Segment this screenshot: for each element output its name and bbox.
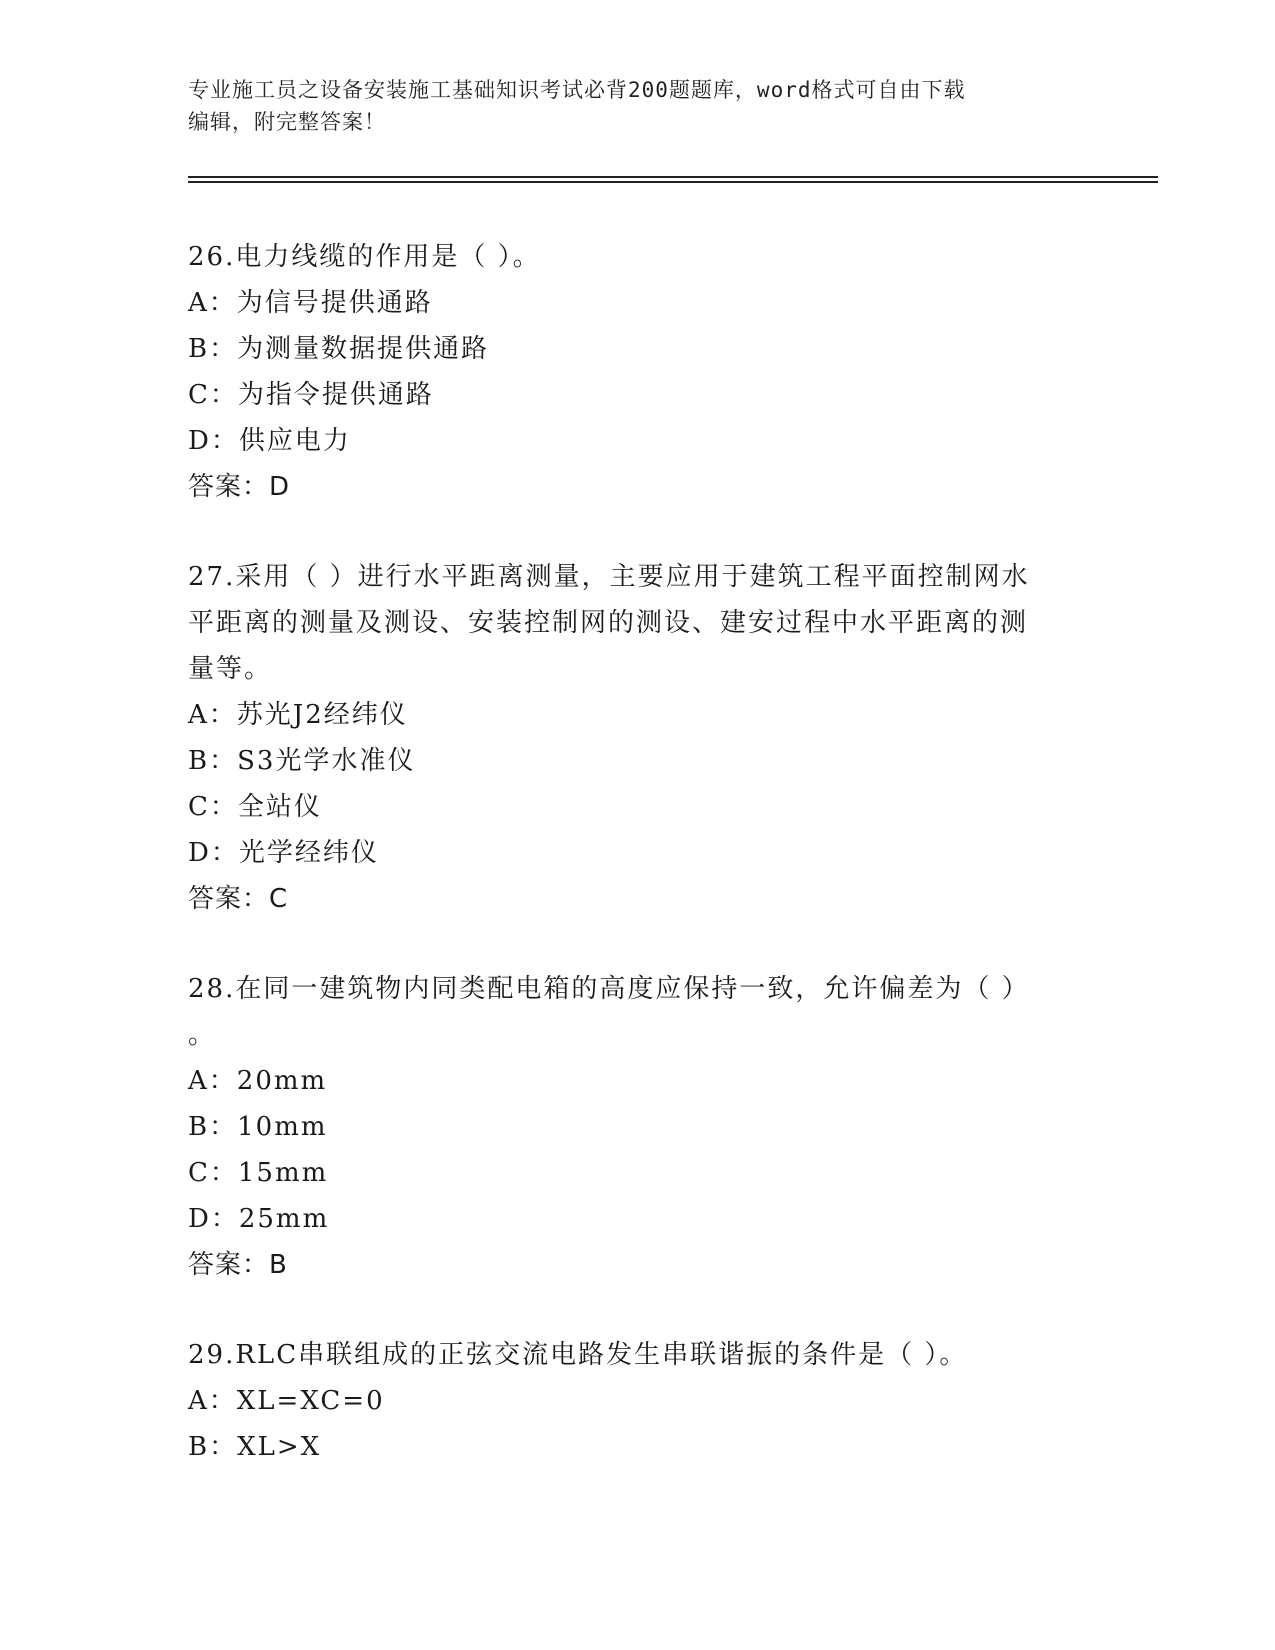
question-text-continued: 平距离的测量及测设、安装控制网的测设、建安过程中水平距离的测 xyxy=(188,608,1029,638)
header-divider-top xyxy=(188,176,1158,178)
question-27 xyxy=(188,554,1068,922)
question-list xyxy=(188,234,1068,1514)
question-text: 26.电力线缆的作用是（ ）。 xyxy=(188,242,541,272)
question-text: 29.RLC串联组成的正弦交流电路发生串联谐振的条件是（ ）。 xyxy=(188,1340,968,1370)
option-b: B：XL>X xyxy=(188,1432,322,1462)
answer: 答案：B xyxy=(188,1250,288,1280)
option-b: B：S3光学水准仪 xyxy=(188,746,416,776)
option-c: C：全站仪 xyxy=(188,792,322,822)
option-d: D：光学经纬仪 xyxy=(188,838,379,868)
option-a: A：XL=XC=0 xyxy=(188,1386,385,1416)
document-header xyxy=(188,74,1088,138)
option-a: A：20mm xyxy=(188,1066,328,1096)
question-text: 28.在同一建筑物内同类配电箱的高度应保持一致，允许偏差为（ ） xyxy=(188,974,1030,1004)
option-d: D：25mm xyxy=(188,1204,330,1234)
header-divider-bottom xyxy=(188,181,1158,183)
answer: 答案：D xyxy=(188,472,291,502)
question-text: 27.采用（ ）进行水平距离测量，主要应用于建筑工程平面控制网水 xyxy=(188,562,1030,592)
option-a: A：为信号提供通路 xyxy=(188,288,433,318)
header-title-line-2: 编辑，附完整答案！ xyxy=(188,110,386,134)
question-28 xyxy=(188,966,1068,1288)
option-c: C：为指令提供通路 xyxy=(188,380,434,410)
option-c: C：15mm xyxy=(188,1158,329,1188)
option-d: D：供应电力 xyxy=(188,426,351,456)
question-text-continued: 量等。 xyxy=(188,654,273,684)
question-text-continued: 。 xyxy=(188,1020,217,1050)
question-29 xyxy=(188,1332,1068,1470)
option-b: B：10mm xyxy=(188,1112,328,1142)
option-a: A：苏光J2经纬仪 xyxy=(188,700,408,730)
question-26 xyxy=(188,234,1068,510)
header-title-line-1: 专业施工员之设备安装施工基础知识考试必背200题题库，word格式可自由下载 xyxy=(188,78,966,102)
option-b: B：为测量数据提供通路 xyxy=(188,334,490,364)
answer: 答案：C xyxy=(188,884,289,914)
